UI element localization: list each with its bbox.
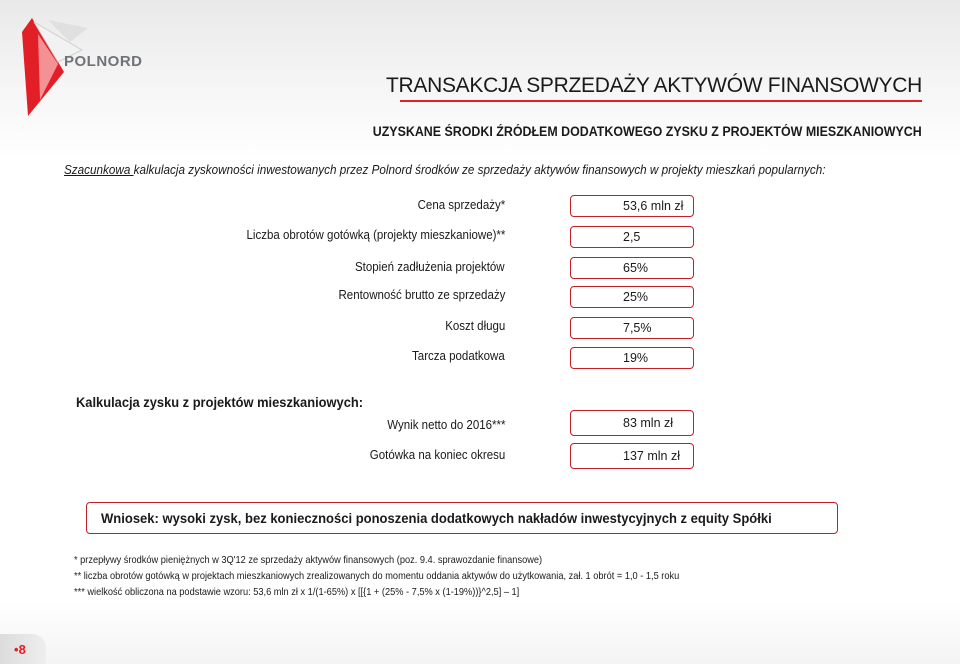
- calc-value-cash-end: 137 mln zł: [570, 443, 694, 469]
- conclusion-text: Wniosek: wysoki zysk, bez konieczności ponoszenia dodatkowych nakładów inwestycyjnych z equity Spółki: [101, 510, 772, 526]
- param-label-cost-of-debt: Koszt długu: [444, 319, 505, 333]
- calc-label-net-result: Wynik netto do 2016***: [386, 418, 505, 432]
- page-subtitle: UZYSKANE ŚRODKI ŹRÓDŁEM DODATKOWEGO ZYSKU Z PROJEKTÓW MIESZKANIOWYCH: [372, 124, 922, 139]
- footnote-1: * przepływy środków pieniężnych w 3Q'12 ze sprzedaży aktywów finansowych (poz. 9.4. sprawozdanie finansowe): [74, 554, 543, 566]
- intro-underlined: Szacunkowa: [64, 162, 134, 177]
- param-value-cash-turnover: 2,5: [570, 226, 694, 248]
- footnote-3: *** wielkość obliczona na podstawie wzoru: 53,6 mln zł x 1/(1-65%) x [[{1 + (25% - 7,5% x (1-19%))}^2,5] – 1]: [74, 586, 520, 598]
- bullet-icon: •: [14, 642, 19, 657]
- param-value-cost-of-debt: 7,5%: [570, 317, 694, 339]
- param-label-cash-turnover: Liczba obrotów gotówką (projekty mieszkaniowe)**: [246, 228, 505, 242]
- title-underline: [400, 100, 922, 102]
- param-label-gross-margin: Rentowność brutto ze sprzedaży: [338, 288, 505, 302]
- param-label-debt-ratio: Stopień zadłużenia projektów: [355, 260, 505, 274]
- logo-text: POLNORD: [64, 53, 143, 70]
- param-value-price: 53,6 mln zł: [570, 195, 694, 217]
- page-title: TRANSAKCJA SPRZEDAŻY AKTYWÓW FINANSOWYCH: [385, 74, 922, 97]
- param-value-tax-shield: 19%: [570, 347, 694, 369]
- calc-value-net-result: 83 mln zł: [570, 410, 694, 436]
- page-number-value: 8: [18, 642, 26, 657]
- param-value-debt-ratio: 65%: [570, 257, 694, 279]
- page-number: [14, 642, 26, 657]
- calc-label-cash-end: Gotówka na koniec okresu: [369, 448, 505, 462]
- param-value-gross-margin: 25%: [570, 286, 694, 308]
- intro-rest: kalkulacja zyskowności inwestowanych przez Polnord środków ze sprzedaży aktywów finansowych w projekty mieszkań popularnych:: [133, 162, 826, 177]
- intro-text: [64, 162, 826, 177]
- param-label-tax-shield: Tarcza podatkowa: [412, 349, 505, 363]
- param-label-price: Cena sprzedaży*: [417, 198, 505, 212]
- footnote-2: ** liczba obrotów gotówką w projektach mieszkaniowych zrealizowanych do momentu oddania aktywów do użytkowania, zał. 1 obrót = 1,0 - 1,5 roku: [74, 570, 680, 582]
- calculation-heading: Kalkulacja zysku z projektów mieszkaniowych:: [76, 394, 364, 410]
- conclusion-box: [86, 502, 838, 534]
